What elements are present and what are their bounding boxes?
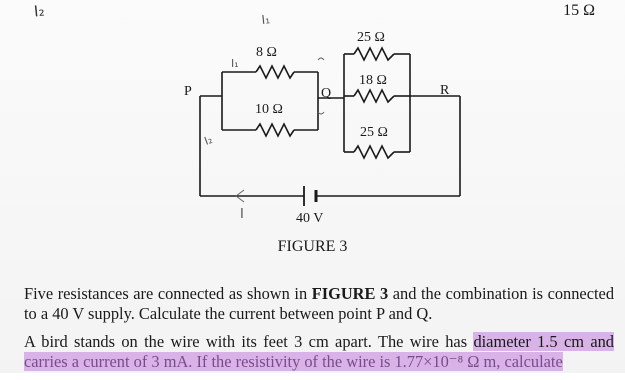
resistor-10-ohm <box>256 124 294 136</box>
resistor-10-ohm-label: 10 Ω <box>255 102 283 117</box>
resistor-25-ohm-bottom <box>354 146 394 158</box>
para1-pre: Five resistances are connected as shown in <box>24 284 312 303</box>
resistor-25-ohm-top-label: 25 Ω <box>357 30 385 45</box>
corner-resistance-label: 15 Ω <box>563 2 595 19</box>
para1-figure-ref: FIGURE 3 <box>311 284 389 303</box>
para2-line2: carries a current of 3 mA. If the resistivity of the wire is 1.77×10⁻⁸ Ω m, calculate <box>24 352 563 371</box>
handwritten-i1: I₁ <box>231 57 239 70</box>
node-q-label: Q <box>321 86 332 101</box>
para2-highlight: diameter 1.5 cm and <box>473 332 614 351</box>
node-r-label: R <box>440 83 450 98</box>
resistor-8-ohm-label: 8 Ω <box>256 45 277 60</box>
question-paragraph-1 <box>24 284 614 324</box>
handwritten-i: I <box>240 207 244 222</box>
para1-post: and the combination is connected to a 40 V supply. Calculate the current between point P and Q. <box>24 284 615 323</box>
handwritten-i2: I₂ <box>202 132 215 148</box>
figure-caption: FIGURE 3 <box>277 238 348 255</box>
supply-voltage-label: 40 V <box>296 211 324 226</box>
resistor-8-ohm <box>256 66 294 78</box>
resistor-25-ohm-top <box>354 48 394 60</box>
resistor-25-ohm-bottom-label: 25 Ω <box>360 125 388 140</box>
resistor-18-ohm <box>354 90 394 102</box>
para2-start: A bird stands on the wire with its feet 3 cm apart. The wire has <box>24 332 474 351</box>
handwritten-i1-top: I₁ <box>260 12 271 27</box>
node-p-label: P <box>184 84 192 99</box>
problem-text <box>24 284 614 380</box>
question-paragraph-2 <box>24 332 614 372</box>
resistor-18-ohm-label: 18 Ω <box>359 73 387 88</box>
handwritten-scribble: I₂ <box>33 1 46 21</box>
